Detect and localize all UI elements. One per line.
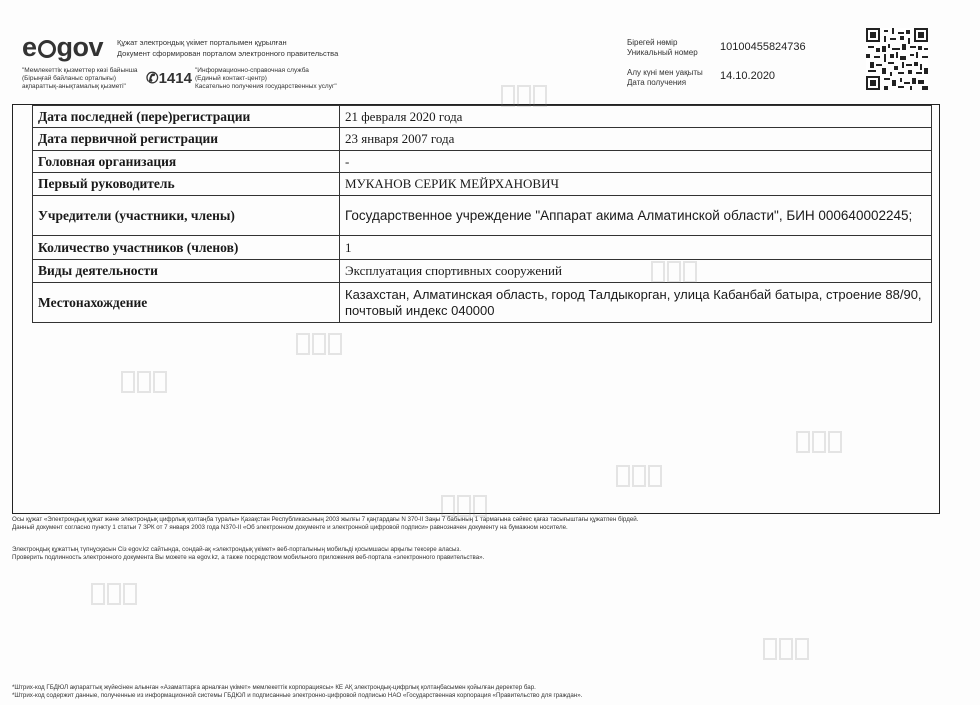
date-label-ru: Дата получения <box>627 78 687 87</box>
row-value-first-registration: 23 января 2007 года <box>340 128 932 151</box>
portal-title-kz: Құжат электрондық үкімет порталымен құрылған <box>117 38 287 47</box>
legal-notice-ru: Данный документ согласно пункту 1 статьи 7 ЗРК от 7 января 2003 года N370-II «Об электронном документе и электронной цифровой подписи» равнозначен документу на бумажном носителе. <box>12 524 568 531</box>
row-label-founders: Учредители (участники, члены) <box>33 196 340 236</box>
barcode-notice <box>12 684 962 700</box>
gov-services-line-3: ақпараттық-анықтамалық қызметі" <box>22 83 126 90</box>
row-label-activity: Виды деятельности <box>33 260 340 283</box>
row-value-activity: Эксплуатация спортивных сооружений <box>340 260 932 283</box>
table-row <box>33 173 932 196</box>
watermark-icon <box>795 428 843 458</box>
document-header <box>0 0 980 100</box>
watermark-icon <box>762 635 810 665</box>
egov-logo: e gov <box>22 32 104 62</box>
date-label-kz: Алу күні мен уақыты <box>627 68 703 77</box>
row-value-location: Казахстан, Алматинская область, город Талдыкорган, улица Кабанбай батыра, строение 88/90, почтовый индекс 040000 <box>340 283 932 323</box>
callcenter-line-2: (Единый контакт-центр) <box>195 75 267 82</box>
date-received-value: 14.10.2020 <box>720 70 776 82</box>
row-value-member-count: 1 <box>340 236 932 260</box>
watermark-icon <box>90 580 138 610</box>
row-label-last-registration: Дата последней (пере)регистрации <box>33 106 340 128</box>
unique-number-label-kz: Бірегей нөмір <box>627 38 678 47</box>
hotline-value: 1414 <box>158 70 192 87</box>
table-row <box>33 106 932 128</box>
hotline-number: ✆1414 <box>146 70 192 87</box>
portal-title-ru: Документ сформирован порталом электронного правительства <box>117 49 339 58</box>
verification-notice <box>12 546 962 562</box>
verification-notice-kz: Электрондық құжаттың түпнұсқасын Сіз egov.kz сайтында, сондай-ақ «электрондық үкімет» веб-порталының мобильді қосымшасы арқылы тексере аласыз. <box>12 546 461 553</box>
row-value-director: МУКАНОВ СЕРИК МЕЙРХАНОВИЧ <box>340 173 932 196</box>
table-row <box>33 151 932 173</box>
table-row <box>33 196 932 236</box>
legal-notice <box>12 516 962 532</box>
row-value-last-registration: 21 февраля 2020 года <box>340 106 932 128</box>
table-row <box>33 236 932 260</box>
row-label-member-count: Количество участников (членов) <box>33 236 340 260</box>
qr-code-icon <box>866 28 928 90</box>
gov-services-line-2: (Бірыңғай байланыс орталығы) <box>22 75 116 82</box>
date-received-labels <box>627 68 703 88</box>
watermark-icon <box>615 462 663 492</box>
barcode-notice-ru: *Штрих-код содержит данные, полученные из информационной системы ГБДЮЛ и подписанные электронно-цифровой подписью НАО «Государственная корпорация «Правительство для граждан». <box>12 692 583 699</box>
unique-number-value: 10100455824736 <box>720 41 806 53</box>
callcenter-line-3: Касательно получения государственных услуг" <box>195 83 337 90</box>
row-value-founders: Государственное учреждение "Аппарат акима Алматинской области", БИН 000640002245; <box>340 196 932 236</box>
table-row <box>33 260 932 283</box>
portal-title <box>117 37 338 59</box>
row-label-head-organization: Головная организация <box>33 151 340 173</box>
verification-notice-ru: Проверить подлинность электронного документа Вы можете на egov.kz, а также посредством мобильного приложения веб-портала «электронного правительства». <box>12 554 485 561</box>
table-row <box>33 128 932 151</box>
barcode-notice-kz: *Штрих-код ГБДЮЛ ақпараттық жүйесінен алынған «Азаматтарға арналған үкімет» мемлекеттік корпорациясы» КЕ АҚ электрондық-цифрлық қолтаңбасымен қойылған деректер бар. <box>12 684 536 691</box>
callcenter-line-1: "Информационно-справочная служба <box>195 67 309 74</box>
row-label-first-registration: Дата первичной регистрации <box>33 128 340 151</box>
row-value-head-organization: - <box>340 151 932 173</box>
watermark-icon <box>120 368 168 398</box>
table-row <box>33 283 932 323</box>
watermark-icon <box>500 82 548 112</box>
callcenter-note <box>195 67 337 91</box>
row-label-location: Местонахождение <box>33 283 340 323</box>
gov-services-line-1: "Мемлекеттік қызметтер көзі байынша <box>22 67 138 74</box>
unique-number-label-ru: Уникальный номер <box>627 48 698 57</box>
unique-number-labels <box>627 38 698 58</box>
watermark-icon <box>295 330 343 360</box>
legal-notice-kz: Осы құжат «Электрондық құжат және электрондық цифрлық қолтаңба туралы» Қазақстан Республикасының 2003 жылғы 7 қаңтардағы N 370-II Заңы 7 бабының 1 тармағына сәйкес қағаз тасығыштағы құжатпен бірдей. <box>12 516 639 523</box>
registration-info-table <box>32 105 932 323</box>
gov-services-note <box>22 67 150 91</box>
row-label-director: Первый руководитель <box>33 173 340 196</box>
watermark-icon <box>650 258 698 288</box>
